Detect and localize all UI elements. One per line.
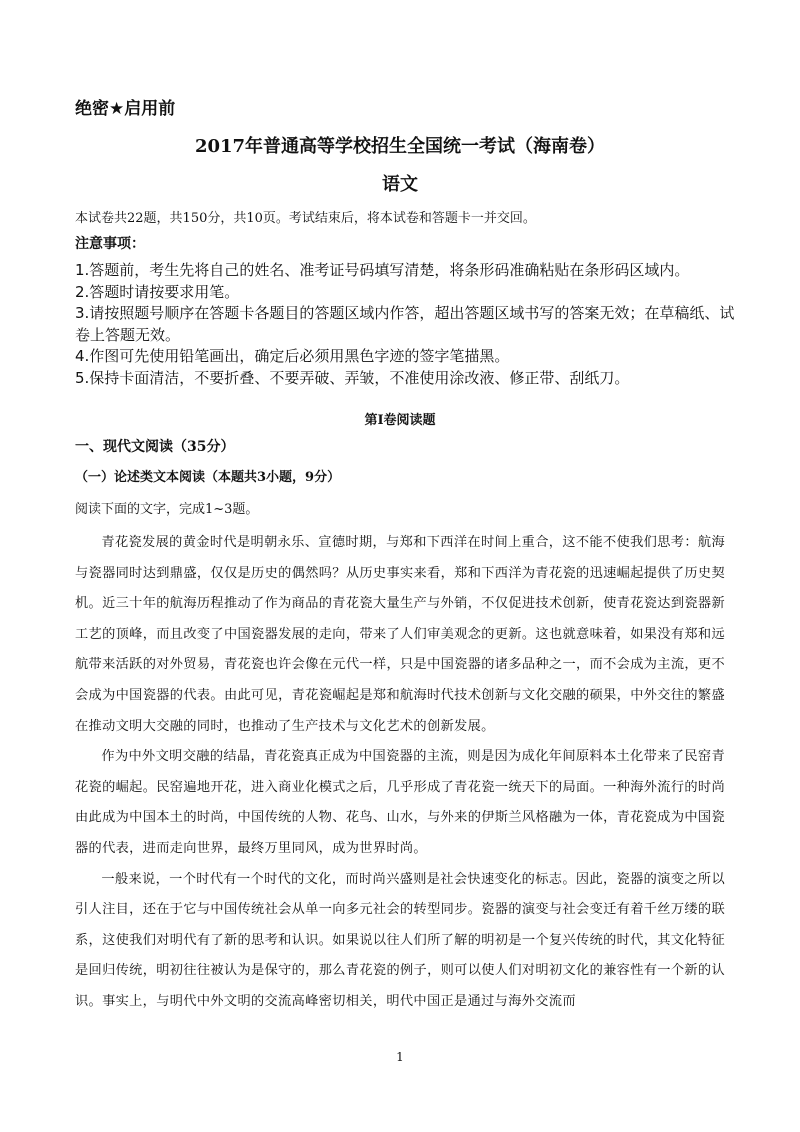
part-title: 第Ⅰ卷阅读题 — [364, 413, 436, 428]
confidential-label: 绝密★启用前 — [75, 99, 176, 119]
exam-title: 2017年普通高等学校招生全国统一考试（海南卷） — [194, 136, 606, 157]
section-title: 一、现代文阅读（35分） — [75, 439, 235, 455]
note-item: 3.请按照题号顺序在答题卡各题目的答题区域内作答，超出答题区域书写的答案无效；在草稿纸、试卷上答题无效。 — [75, 304, 735, 344]
passage-paragraph: 一般来说，一个时代有一个时代的文化，而时尚兴盛则是社会快速变化的标志。因此，瓷器的演变之所以引人注目，还在于它与中国传统社会从单一向多元社会的转型同步。瓷器的演变与社会变迁有着千丝万缕的联系，这使我们对明代有了新的思考和认识。如果说以往人们所了解的明初是一个复兴传统的时代，其文化特征是回归传统，明初往往被认为是保守的，那么青花瓷的例子，则可以使人们对明初文化的兼容性有一个新的认识。事实上，与明代中外文明的交流高峰密切相关，明代中国正是通过与海外交流而 — [75, 871, 725, 1009]
note-item: 5.保持卡面清洁，不要折叠、不要弄破、弄皱，不准使用涂改液、修正带、刮纸刀。 — [75, 368, 630, 387]
passage-paragraph: 青花瓷发展的黄金时代是明朝永乐、宣德时期，与郑和下西洋在时间上重合，这不能不使我们思考：航海与瓷器同时达到鼎盛，仅仅是历史的偶然吗？从历史事实来看，郑和下西洋为青花瓷的迅速崛起提供了历史契机。近三十年的航海历程推动了作为商品的青花瓷大量生产与外销，不仅促进技术创新，使青花瓷达到瓷器新工艺的顶峰，而且改变了中国瓷器发展的走向，带来了人们审美观念的更新。这也就意味着，如果没有郑和远航带来活跃的对外贸易，青花瓷也许会像在元代一样，只是中国瓷器的诸多品种之一，而不会成为主流，更不会成为中国瓷器的代表。由此可见，青花瓷崛起是郑和航海时代技术创新与文化交融的硕果，中外交往的繁盛在推动文明大交融的同时，也推动了生产技术与文化艺术的创新发展。 — [75, 535, 725, 734]
reading-passage — [75, 528, 725, 1018]
note-item: 2.答题时请按要求用笔。 — [75, 282, 240, 301]
notes-list — [75, 260, 735, 389]
note-item: 1.答题前，考生先将自己的姓名、准考证号码填写清楚，将条形码准确粘贴在条形码区域内。 — [75, 261, 690, 279]
reading-instruction: 阅读下面的文字，完成1~3题。 — [75, 502, 259, 517]
notes-heading: 注意事项： — [75, 236, 145, 252]
subsection-title: （一）论述类文本阅读（本题共3小题，9分） — [75, 470, 341, 485]
exam-intro: 本试卷共22题，共150分，共10页。考试结束后，将本试卷和答题卡一并交回。 — [75, 211, 536, 226]
page-number: 1 — [396, 1050, 404, 1064]
note-item: 4.作图可先使用铅笔画出，确定后必须用黑色字迹的签字笔描黑。 — [75, 347, 510, 365]
passage-paragraph: 作为中外文明交融的结晶，青花瓷真正成为中国瓷器的主流，则是因为成化年间原料本土化带来了民窑青花瓷的崛起。民窑遍地开花，进入商业化模式之后，几乎形成了青花瓷一统天下的局面。一种海外流行的时尚由此成为中国本土的时尚，中国传统的人物、花鸟、山水，与外来的伊斯兰风格融为一体，青花瓷成为中国瓷器的代表，进而走向世界，最终万里同风，成为世界时尚。 — [75, 749, 725, 856]
subject-title: 语文 — [382, 174, 418, 195]
